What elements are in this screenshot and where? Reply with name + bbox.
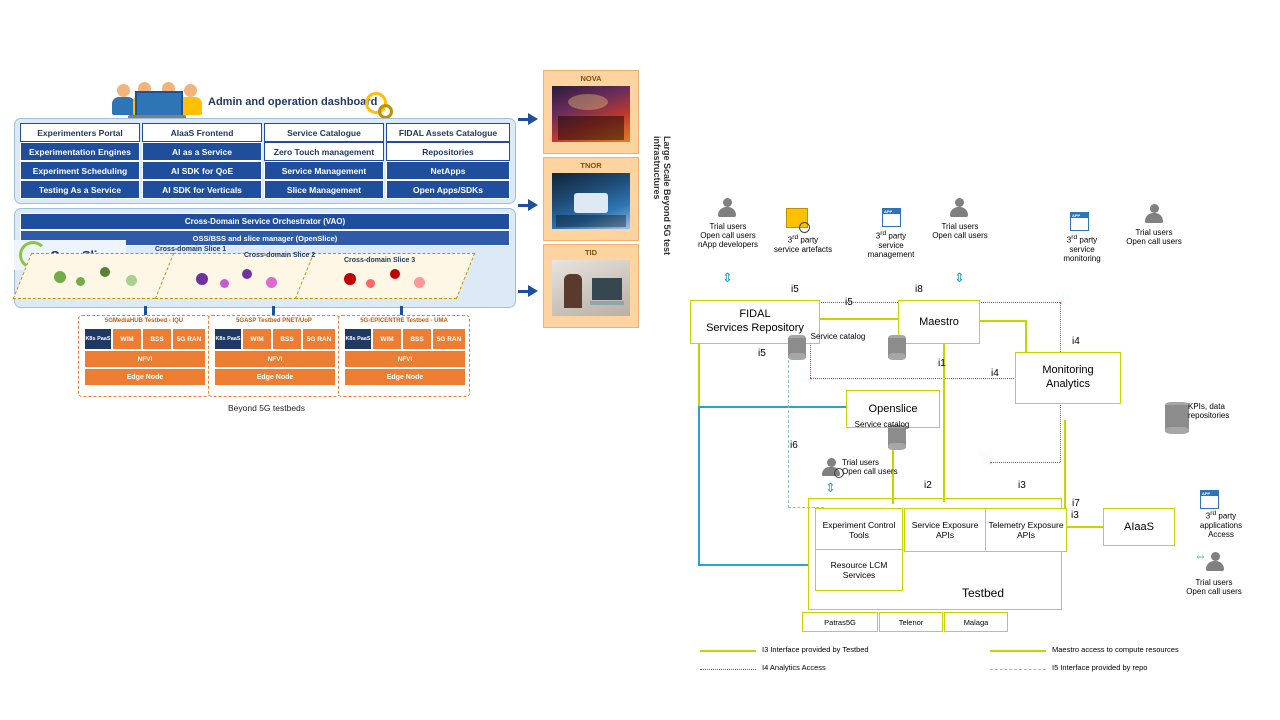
kpis-label	[1188, 402, 1258, 420]
connector-i6-vertical	[698, 406, 700, 566]
node-resource-lcm-services[interactable]	[815, 549, 903, 591]
interface-label-i6: i6	[790, 440, 798, 451]
actor-label-third-party-artefacts: 3rd party service artefacts	[773, 234, 833, 254]
platform-cell[interactable]: Experimenters Portal	[20, 123, 140, 142]
bidirectional-arrow: ⇕	[954, 270, 965, 285]
media-card-tnor	[543, 157, 639, 241]
media-card-title: NOVA	[580, 74, 602, 83]
app-icon: APP	[882, 208, 901, 227]
interface-label-i7: i7	[1072, 498, 1080, 509]
testbed-nfvi[interactable]: NFVI	[84, 350, 206, 368]
annotation-text: Service catalog	[810, 332, 866, 341]
actor-label-third-party-monitoring: 3rd party service monitoring	[1063, 234, 1101, 264]
slice-node	[266, 277, 277, 288]
actor-label-trial-users-monitoring: Trial users Open call users	[1126, 228, 1182, 247]
platform-cell[interactable]: Service Management	[264, 161, 384, 180]
actor-label-trial-users-aiaas: Trial users Open call users	[1186, 578, 1242, 597]
platform-cell[interactable]: AIaaS Frontend	[142, 123, 262, 142]
testbed-card	[78, 315, 210, 397]
testbed-nfvi[interactable]: NFVI	[214, 350, 336, 368]
user-icon	[1206, 552, 1224, 571]
testbed-edge-node[interactable]: Edge Node	[84, 368, 206, 386]
interface-label-i5-b: i5	[845, 297, 853, 308]
workspace-photo	[552, 260, 630, 316]
platform-cell[interactable]: AI SDK for Verticals	[142, 180, 262, 199]
slice-node	[366, 279, 375, 288]
slice-node	[220, 279, 229, 288]
node-experiment-control-tools[interactable]	[815, 508, 903, 552]
interface-label-i4-a: i4	[1072, 336, 1080, 347]
annotation-text: KPIs, data repositories	[1188, 402, 1230, 421]
user-icon	[950, 198, 968, 217]
slice-node	[390, 269, 400, 279]
testbed-component[interactable]: WIM	[372, 328, 402, 350]
actor-label-third-party-apps-access: 3rd party applications Access	[1199, 510, 1243, 540]
node-telemetry-exposure-apis[interactable]	[985, 508, 1067, 552]
testbed-component[interactable]: WIM	[112, 328, 142, 350]
avatar-body	[112, 97, 135, 115]
media-arrow	[528, 199, 538, 211]
testbed-edge-node[interactable]: Edge Node	[344, 368, 466, 386]
platform-cell[interactable]: Repositories	[386, 142, 510, 161]
node-label: Telemetry Exposure APIs	[988, 520, 1064, 540]
actor-label-third-party-mgmt: 3rd party service management	[867, 230, 915, 260]
node-label-line1: Monitoring	[1042, 364, 1094, 377]
dashboard-title: Admin and operation dashboard	[208, 96, 378, 108]
connector-i6-horizontal-bottom	[698, 564, 808, 566]
testbed-title: 5GASP Testbed PNET/UoP	[236, 318, 312, 324]
slice-node	[100, 267, 110, 277]
platform-cell[interactable]: Zero Touch management	[264, 142, 384, 161]
concert-photo	[552, 86, 630, 142]
interface-label-i4-b: i4	[991, 368, 999, 379]
tag-label: Telenor	[898, 617, 924, 627]
platform-cell[interactable]: Experiment Scheduling	[20, 161, 140, 180]
orchestrator-bar[interactable]: Cross-Domain Service Orchestrator (VAO)	[20, 213, 510, 230]
slice-node	[414, 277, 425, 288]
media-card-nova	[543, 70, 639, 154]
testbed-label: Testbed	[962, 586, 1005, 600]
testbed-component[interactable]: K8s PaaS	[214, 328, 242, 350]
node-label: Openslice	[868, 403, 918, 415]
bidirectional-arrow: ⇕	[825, 480, 836, 495]
actor-label-trial-users-maestro: Trial users Open call users	[932, 222, 988, 241]
interface-label-i3-b: i3	[1071, 510, 1079, 521]
node-label: Experiment Control Tools	[822, 520, 896, 540]
platform-cell[interactable]: FIDAL Assets Catalogue	[386, 123, 510, 142]
interface-label-i1: i1	[938, 358, 946, 369]
slice-node	[344, 273, 356, 285]
media-arrow	[528, 113, 538, 125]
slice-node	[54, 271, 66, 283]
testbed-tag-telenor[interactable]	[879, 612, 943, 632]
app-icon: APP	[1200, 490, 1219, 509]
testbed-component[interactable]: K8s PaaS	[84, 328, 112, 350]
slice-node	[76, 277, 85, 286]
node-service-exposure-apis[interactable]	[904, 508, 986, 552]
stadium-photo	[552, 173, 630, 229]
slice-node	[196, 273, 208, 285]
app-icon: APP	[1070, 212, 1089, 231]
platform-cell[interactable]: AI SDK for QoE	[142, 161, 262, 180]
testbed-edge-node[interactable]: Edge Node	[214, 368, 336, 386]
slice-label: Cross-domain Slice 3	[344, 257, 416, 264]
testbeds-caption: Beyond 5G testbeds	[228, 403, 306, 413]
testbed-component[interactable]: 5G RAN	[172, 328, 206, 350]
node-monitoring-analytics[interactable]	[1015, 352, 1121, 404]
user-icon	[718, 198, 736, 217]
testbed-card	[338, 315, 470, 397]
service-catalog-label-1	[810, 332, 866, 341]
node-aiaas[interactable]	[1103, 508, 1175, 546]
node-label: AIaaS	[1124, 521, 1154, 533]
slice-node	[126, 275, 137, 286]
connector-fidal-maestro	[818, 318, 898, 320]
media-card-title: TID	[584, 248, 598, 257]
interface-label-i2: i2	[924, 480, 932, 491]
platform-cell[interactable]: AI as a Service	[142, 142, 262, 161]
interface-label-i8: i8	[915, 284, 923, 295]
annotation-text: Service catalog	[854, 420, 910, 429]
node-label-line1: FIDAL	[739, 308, 771, 321]
testbed-tag-malaga[interactable]	[944, 612, 1008, 632]
node-label: Service Exposure APIs	[911, 520, 979, 540]
vertical-axis-label: Large Scale Beyond 5G test infrastructures	[652, 136, 672, 256]
testbed-component[interactable]: BSS	[142, 328, 172, 350]
node-maestro[interactable]	[898, 300, 980, 344]
platform-cell[interactable]: Service Catalogue	[264, 123, 384, 142]
database-icon	[1165, 402, 1189, 436]
platform-cell[interactable]: Testing As a Service	[20, 180, 140, 199]
testbed-component[interactable]: K8s PaaS	[344, 328, 372, 350]
user-icon	[1145, 204, 1163, 223]
media-card-title: TNOR	[580, 161, 602, 170]
legend-label-maestro-compute: Maestro access to compute resources	[1052, 645, 1179, 654]
ossbss-bar[interactable]: OSS/BSS and slice manager (OpenSlice)	[20, 230, 510, 246]
testbed-nfvi[interactable]: NFVI	[344, 350, 466, 368]
connector-i4-bottom	[990, 462, 1060, 463]
testbed-title: 5G-EPICENTRE Testbed - UMA	[360, 318, 448, 324]
platform-cell[interactable]: Open Apps/SDKs	[386, 180, 510, 199]
bidirectional-arrow: ⇕	[722, 270, 733, 285]
avatar	[117, 84, 130, 97]
node-label: Resource LCM Services	[830, 560, 888, 580]
platform-cell[interactable]: NetApps	[386, 161, 510, 180]
testbed-card	[208, 315, 340, 397]
testbed-tag-patras5g[interactable]	[802, 612, 878, 632]
slice-label: Cross-domain Slice 2	[244, 252, 316, 259]
testbed-title: 5GMediaHUB Testbed - IQU	[104, 318, 184, 324]
database-icon	[788, 335, 806, 361]
media-card-tid	[543, 244, 639, 328]
platform-cell[interactable]: Experimentation Engines	[20, 142, 140, 161]
node-label-line2: Services Repository	[706, 322, 804, 334]
bidirectional-arrow: ⇔	[1194, 548, 1207, 563]
legend	[680, 644, 1260, 694]
user-group-icon	[110, 84, 205, 119]
tag-label: Malaga	[963, 617, 989, 627]
interface-label-i5-a: i5	[791, 284, 799, 295]
node-label: Maestro	[919, 316, 959, 328]
avatar	[184, 84, 197, 97]
interface-label-i3-a: i3	[1018, 480, 1026, 491]
user-search-icon	[822, 458, 840, 476]
legend-label-i4: I4 Analytics Access	[762, 663, 826, 672]
legend-label-i3: I3 Interface provided by Testbed	[762, 645, 869, 654]
platform-cell[interactable]: Slice Management	[264, 180, 384, 199]
testbed-component[interactable]: 5G RAN	[432, 328, 466, 350]
testbed-component[interactable]: 5G RAN	[302, 328, 336, 350]
testbed-component[interactable]: BSS	[402, 328, 432, 350]
fidal-interfaces-diagram	[660, 0, 1280, 720]
legend-label-i5: I5 Interface provided by repo	[1052, 663, 1148, 672]
node-label-line2: Analytics	[1045, 378, 1091, 390]
slice-label: Cross-domain Slice 1	[155, 246, 227, 253]
testbed-component[interactable]: BSS	[272, 328, 302, 350]
media-arrow	[528, 285, 538, 297]
testbed-component[interactable]: WIM	[242, 328, 272, 350]
tag-label: Patras5G	[824, 617, 856, 627]
platform-grid	[20, 123, 508, 197]
gear-icon-small	[378, 104, 393, 119]
search-icon	[799, 222, 810, 233]
slice-node	[242, 269, 252, 279]
actor-label-trial-users-napp: Trial users Open call users nApp developers	[697, 222, 759, 250]
actor-label-trial-users-openslice: Trial users Open call users	[842, 458, 898, 477]
interface-label-i5-c: i5	[758, 348, 766, 359]
database-icon	[888, 335, 906, 361]
service-catalog-label-2	[854, 420, 910, 429]
